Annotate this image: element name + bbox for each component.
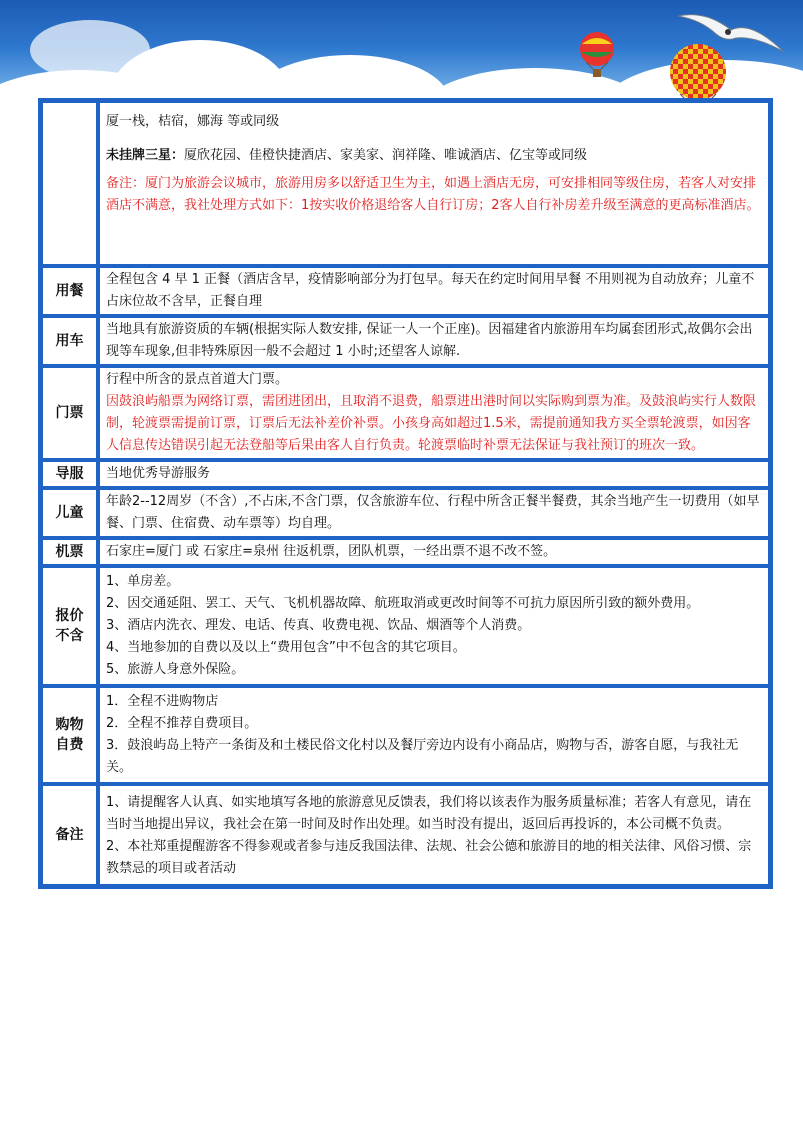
list-item: 2、本社郑重提醒游客不得参观或者参与违反我国法律、法规、社会公德和旅游目的地的相关法律、风俗习惯、宗教禁忌的项目或者活动: [106, 839, 752, 876]
hot-air-balloon-icon: [578, 32, 616, 80]
row-label: 门票: [41, 366, 98, 460]
cloud: [30, 20, 150, 80]
label-line: 自费: [55, 737, 84, 753]
list-item: 1、单房差。: [106, 574, 180, 589]
table-row: [41, 101, 770, 266]
list-item: 1．全程不进购物店: [106, 694, 219, 709]
row-label: 儿童: [41, 488, 98, 538]
table-row: [41, 266, 770, 316]
hotel-line: 厦一栈，桔宿，娜海 等或同级: [106, 114, 280, 129]
row-label: 备注: [41, 784, 98, 886]
hotel-line: [106, 145, 762, 167]
row-label: [41, 686, 98, 784]
table-row: [41, 686, 770, 784]
flight-cell: 石家庄=厦门 或 石家庄=泉州 往返机票，团队机票，一经出票不退不改不签。: [98, 538, 770, 566]
tickets-cell: [98, 366, 770, 460]
seagull-icon: [676, 6, 786, 56]
tickets-line: 行程中所含的景点首道大门票。: [106, 372, 289, 387]
list-item: 5、旅游人身意外保险。: [106, 662, 245, 677]
label-line: 购物: [55, 717, 84, 733]
table-row: [41, 366, 770, 460]
list-item: 3．鼓浪屿岛上特产一条街及和土楼民俗文化村以及餐厅旁边内设有小商品店，购物与否，游客自愿，与我社无关。: [106, 738, 739, 775]
table-row: [41, 566, 770, 686]
meals-cell: 全程包含 4 早 1 正餐（酒店含早，疫情影响部分为打包早。每天在约定时间用早餐 不用则视为自动放弃；儿童不占床位故不含早，正餐自理: [98, 266, 770, 316]
guide-cell: 当地优秀导游服务: [98, 460, 770, 488]
children-cell: 年龄2--12周岁（不含）,不占床,不含门票，仅含旅游车位、行程中所含正餐半餐费，其余当地产生一切费用（如早餐、门票、住宿费、动车票等）均自理。: [98, 488, 770, 538]
table-row: [41, 784, 770, 886]
hotel-remark: 备注：厦门为旅游会议城市，旅游用房多以舒适卫生为主，如遇上酒店无房，可安排相同等级住房，若客人对安排酒店不满意，我社处理方式如下：1按实收价格退给客人自行订房；2客人自行补房差升级至满意的更高标准酒店。: [106, 176, 760, 213]
list-item: 2、因交通延阻、罢工、天气、飞机机器故障、航班取消或更改时间等不可抗力原因所引致的额外费用。: [106, 596, 700, 611]
hotel-cell: [98, 101, 770, 266]
hotel-tier-list: 厦欣花园、佳橙快捷酒店、家美家、润祥隆、唯诚酒店、亿宝等或同级: [184, 148, 588, 163]
list-item: 3、酒店内洗衣、理发、电话、传真、收费电视、饮品、烟酒等个人消费。: [106, 618, 531, 633]
table-row: [41, 460, 770, 488]
row-label: [41, 101, 98, 266]
tickets-remark: 因鼓浪屿船票为网络订票，需团进团出，且取消不退费，船票进出港时间以实际购到票为准。及鼓浪屿实行人数限制，轮渡票需提前订票，订票后无法补差价补票。小孩身高如超过1.5米，需提前通知我方买全票轮渡票，如因客人信息传达错误引起无法登船等后果由客人自行负责。轮渡票临时补票无法保证与我社预订的班次一致。: [106, 394, 757, 453]
list-item: 4、当地参加的自费以及以上“费用包含”中不包含的其它项目。: [106, 640, 466, 655]
row-label: 用车: [41, 316, 98, 366]
row-label: 导服: [41, 460, 98, 488]
table-row: [41, 316, 770, 366]
itinerary-info-table: [38, 98, 773, 889]
label-line: 报价: [55, 608, 84, 624]
row-label: 用餐: [41, 266, 98, 316]
transport-cell: 当地具有旅游资质的车辆(根据实际人数安排, 保证一人一个正座)。因福建省内旅游用车均属套团形式,故偶尔会出现等车现象,但非特殊原因一般不会超过 1 小时;还望客人谅解.: [98, 316, 770, 366]
row-label: 机票: [41, 538, 98, 566]
row-label: [41, 566, 98, 686]
list-item: 2．全程不推荐自费项目。: [106, 716, 258, 731]
hotel-tier-label: 未挂牌三星：: [106, 148, 185, 163]
notes-cell: [98, 784, 770, 886]
excluded-cell: [98, 566, 770, 686]
shopping-cell: [98, 686, 770, 784]
label-line: 不含: [55, 628, 84, 644]
list-item: 1、请提醒客人认真、如实地填写各地的旅游意见反馈表，我们将以该表作为服务质量标准；若客人有意见，请在当时当地提出异议，我社会在第一时间及时作出处理。如当时没有提出，返回后再投诉的，本公司概不负责。: [106, 795, 752, 832]
table-row: [41, 538, 770, 566]
table-row: [41, 488, 770, 538]
